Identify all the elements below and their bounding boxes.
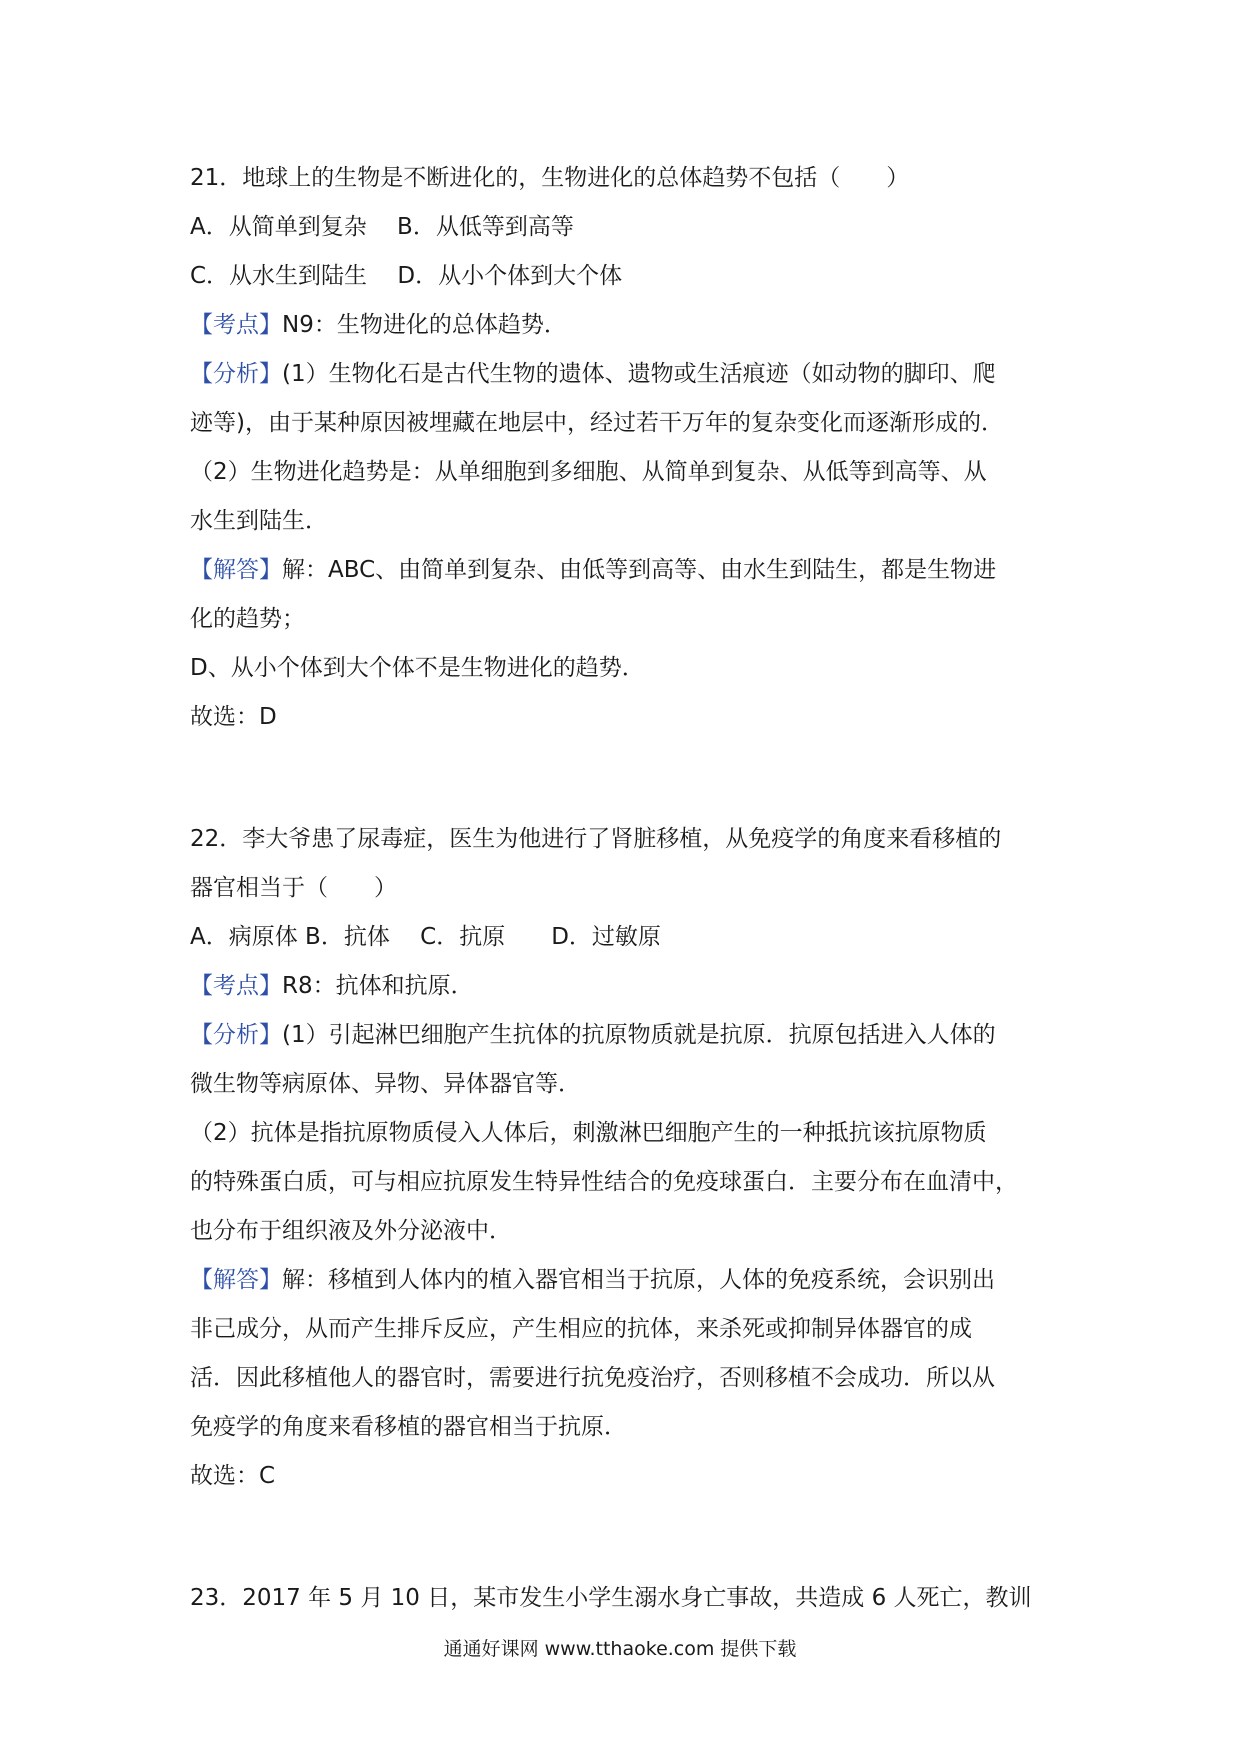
page-footer: 通通好课网 www.tthaoke.com 提供下载 (443, 1638, 797, 1660)
q22-fenxi (190, 1011, 1060, 1060)
q22-kaodian (190, 962, 1060, 1011)
q21-jieda-line2: 化的趋势； (190, 606, 305, 632)
q22-jieda-line1: 解：移植到人体内的植入器官相当于抗原，人体的免疫系统，会识别出 (282, 1267, 995, 1293)
q22-kaodian-text: R8：抗体和抗原． (282, 973, 474, 999)
q22-fenxi-line4: 的特殊蛋白质，可与相应抗原发生特异性结合的免疫球蛋白．主要分布在血清中， (190, 1169, 1018, 1195)
q21-jieda-line3: D、从小个体到大个体不是生物进化的趋势． (190, 655, 645, 681)
q21-kaodian (190, 301, 1060, 350)
q22-fenxi-line5: 也分布于组织液及外分泌液中． (190, 1218, 512, 1244)
kaodian-tag: 【考点】 (190, 973, 282, 999)
q22-fenxi-line3: （2）抗体是指抗原物质侵入人体后，刺激淋巴细胞产生的一种抵抗该抗原物质 (190, 1120, 987, 1146)
q22-stem-line2: 器官相当于（ ） (190, 875, 397, 901)
q21-fenxi-line2: 迹等)，由于某种原因被埋藏在地层中，经过若干万年的复杂变化而逐渐形成的． (190, 410, 1004, 436)
jieda-tag: 【解答】 (190, 1267, 282, 1293)
q22-answer: 故选：C (190, 1463, 276, 1489)
q21-options-line2: C．从水生到陆生 D．从小个体到大个体 (190, 263, 623, 289)
q21-jieda (190, 546, 1060, 595)
q22-stem-line1: 22．李大爷患了尿毒症，医生为他进行了肾脏移植，从免疫学的角度来看移植的 (190, 826, 1002, 852)
q22-jieda-line4: 免疫学的角度来看移植的器官相当于抗原． (190, 1414, 627, 1440)
q22-jieda (190, 1256, 1060, 1305)
q21-stem: 21．地球上的生物是不断进化的，生物进化的总体趋势不包括（ ） (190, 165, 910, 191)
q22-fenxi-line2: 微生物等病原体、异物、异体器官等． (190, 1071, 581, 1097)
q22-jieda-line2: 非己成分，从而产生排斥反应，产生相应的抗体，来杀死或抑制异体器官的成 (190, 1316, 972, 1342)
q21-answer: 故选：D (190, 704, 277, 730)
q22-options: A．病原体 B．抗体 C．抗原 D．过敏原 (190, 924, 661, 950)
document-page (190, 154, 1060, 1623)
q21-fenxi-line3: （2）生物进化趋势是：从单细胞到多细胞、从简单到复杂、从低等到高等、从 (190, 459, 987, 485)
q22-fenxi-line1: (1）引起淋巴细胞产生抗体的抗原物质就是抗原．抗原包括进入人体的 (282, 1022, 996, 1048)
question-gap (190, 742, 1060, 815)
q21-fenxi-line4: 水生到陆生． (190, 508, 328, 534)
q21-fenxi (190, 350, 1060, 399)
kaodian-tag: 【考点】 (190, 312, 282, 338)
q21-options-line1: A．从简单到复杂 B．从低等到高等 (190, 214, 574, 240)
q22-jieda-line3: 活．因此移植他人的器官时，需要进行抗免疫治疗，否则移植不会成功．所以从 (190, 1365, 995, 1391)
q21-fenxi-line1: (1）生物化石是古代生物的遗体、遗物或生活痕迹（如动物的脚印、爬 (282, 361, 996, 387)
fenxi-tag: 【分析】 (190, 1022, 282, 1048)
q23-stem-line1: 23．2017 年 5 月 10 日，某市发生小学生溺水身亡事故，共造成 6 人死亡，教训 (190, 1585, 1032, 1611)
fenxi-tag: 【分析】 (190, 361, 282, 387)
q21-jieda-line1: 解：ABC、由简单到复杂、由低等到高等、由水生到陆生，都是生物进 (282, 557, 997, 583)
jieda-tag: 【解答】 (190, 557, 282, 583)
q21-kaodian-text: N9：生物进化的总体趋势． (282, 312, 567, 338)
question-gap (190, 1501, 1060, 1574)
